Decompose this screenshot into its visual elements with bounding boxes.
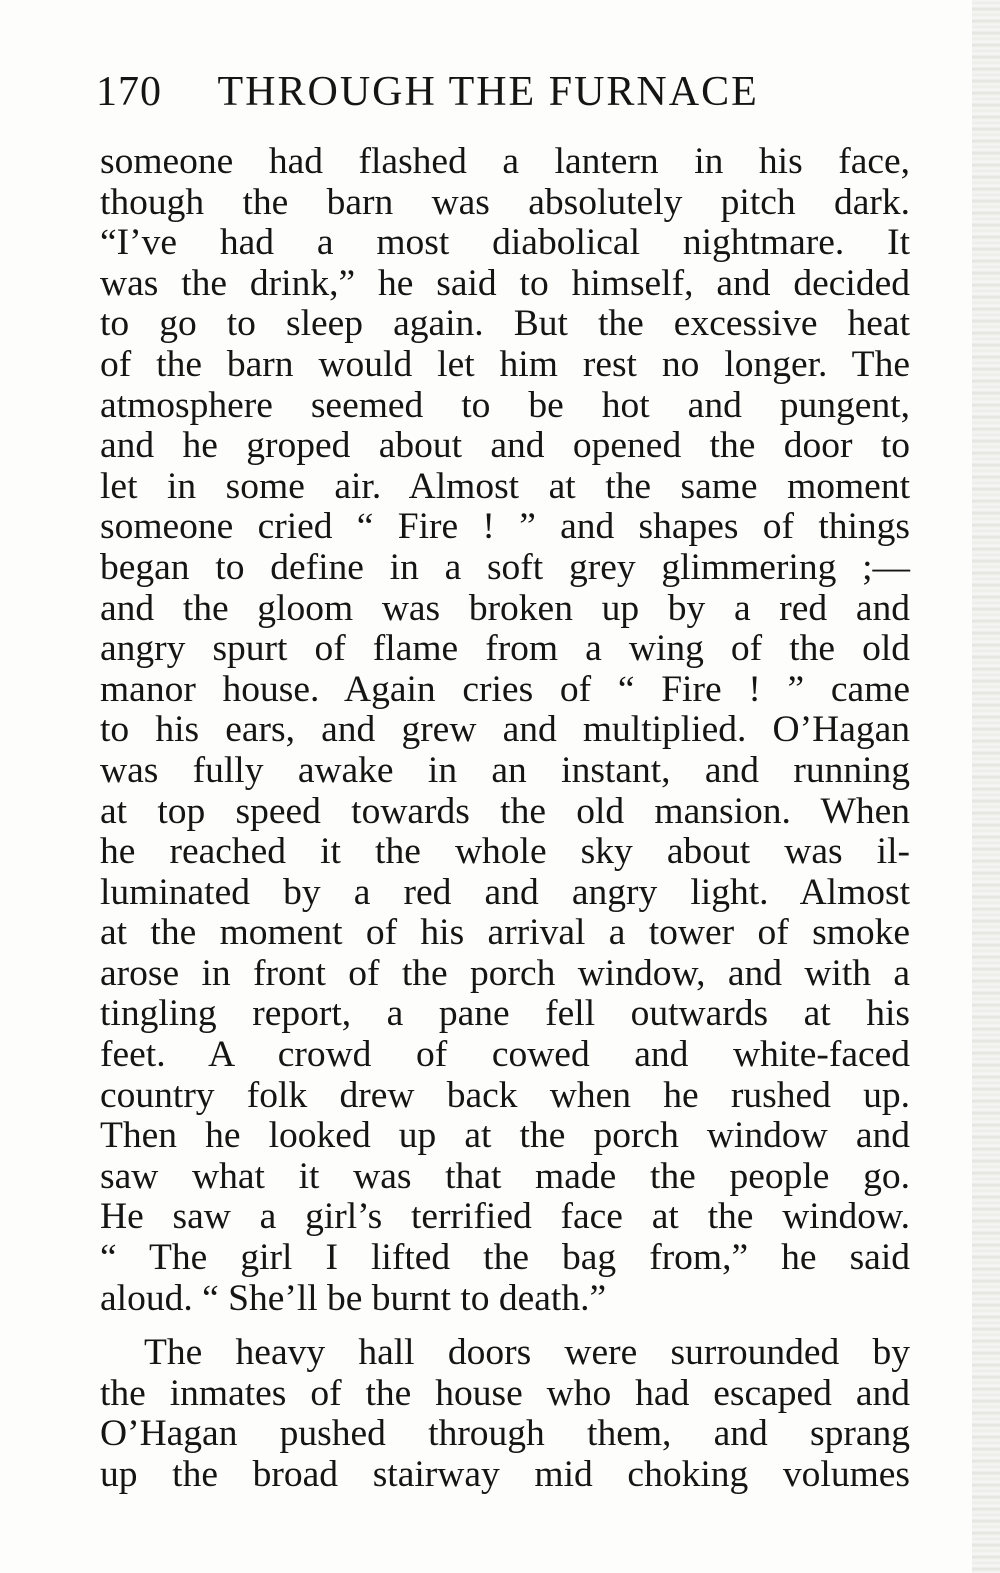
text-line: he reached it the whole sky about was il-: [100, 831, 910, 873]
text-line: the inmates of the house who had escaped and: [100, 1372, 910, 1414]
text-line: at top speed towards the old mansion. When: [100, 790, 910, 832]
text-line: “I’ve had a most diabolical nightmare. It: [100, 222, 910, 264]
text-line: though the barn was absolutely pitch dark.: [100, 181, 910, 223]
text-line: O’Hagan pushed through them, and sprang: [100, 1413, 910, 1455]
text-line: was fully awake in an instant, and running: [100, 749, 910, 791]
page-number: 170: [96, 69, 162, 115]
body-text: [100, 142, 910, 1496]
text-line: The heavy hall doors were surrounded by: [144, 1332, 910, 1374]
text-line: to his ears, and grew and multiplied. O’Hagan: [100, 709, 910, 751]
text-line: began to define in a soft grey glimmering ;—: [100, 546, 910, 588]
text-line: He saw a girl’s terrified face at the window.: [100, 1196, 910, 1238]
paragraph-gap: [100, 1319, 910, 1333]
text-line: at the moment of his arrival a tower of smoke: [100, 912, 910, 954]
text-line: manor house. Again cries of “ Fire ! ” came: [100, 668, 910, 710]
text-line: Then he looked up at the porch window and: [100, 1115, 910, 1157]
text-line: was the drink,” he said to himself, and decided: [100, 262, 910, 304]
text-line: saw what it was that made the people go.: [100, 1155, 910, 1197]
text-line: someone had flashed a lantern in his face,: [100, 141, 910, 182]
text-line: and he groped about and opened the door to: [100, 425, 910, 467]
page-edge-shadow: [972, 0, 1000, 1573]
text-line: let in some air. Almost at the same moment: [100, 465, 910, 507]
text-line: to go to sleep again. But the excessive heat: [100, 303, 910, 345]
text-line: angry spurt of flame from a wing of the old: [100, 628, 910, 670]
text-line: arose in front of the porch window, and with a: [100, 952, 910, 994]
text-line: country folk drew back when he rushed up.: [100, 1074, 910, 1116]
running-head: [96, 66, 916, 118]
text-line: aloud. “ She’ll be burnt to death.”: [100, 1277, 607, 1319]
text-line: luminated by a red and angry light. Almost: [100, 871, 910, 913]
running-title: THROUGH THE FURNACE: [217, 69, 759, 115]
text-line: of the barn would let him rest no longer. The: [100, 343, 910, 385]
text-line: up the broad stairway mid choking volumes: [100, 1454, 910, 1495]
text-line: tingling report, a pane fell outwards at his: [100, 993, 910, 1035]
text-line: someone cried “ Fire ! ” and shapes of things: [100, 506, 910, 548]
text-line: and the gloom was broken up by a red and: [100, 587, 910, 629]
text-line: atmosphere seemed to be hot and pungent,: [100, 384, 910, 426]
text-line: “ The girl I lifted the bag from,” he said: [100, 1237, 910, 1279]
text-line: feet. A crowd of cowed and white-faced: [100, 1034, 910, 1076]
